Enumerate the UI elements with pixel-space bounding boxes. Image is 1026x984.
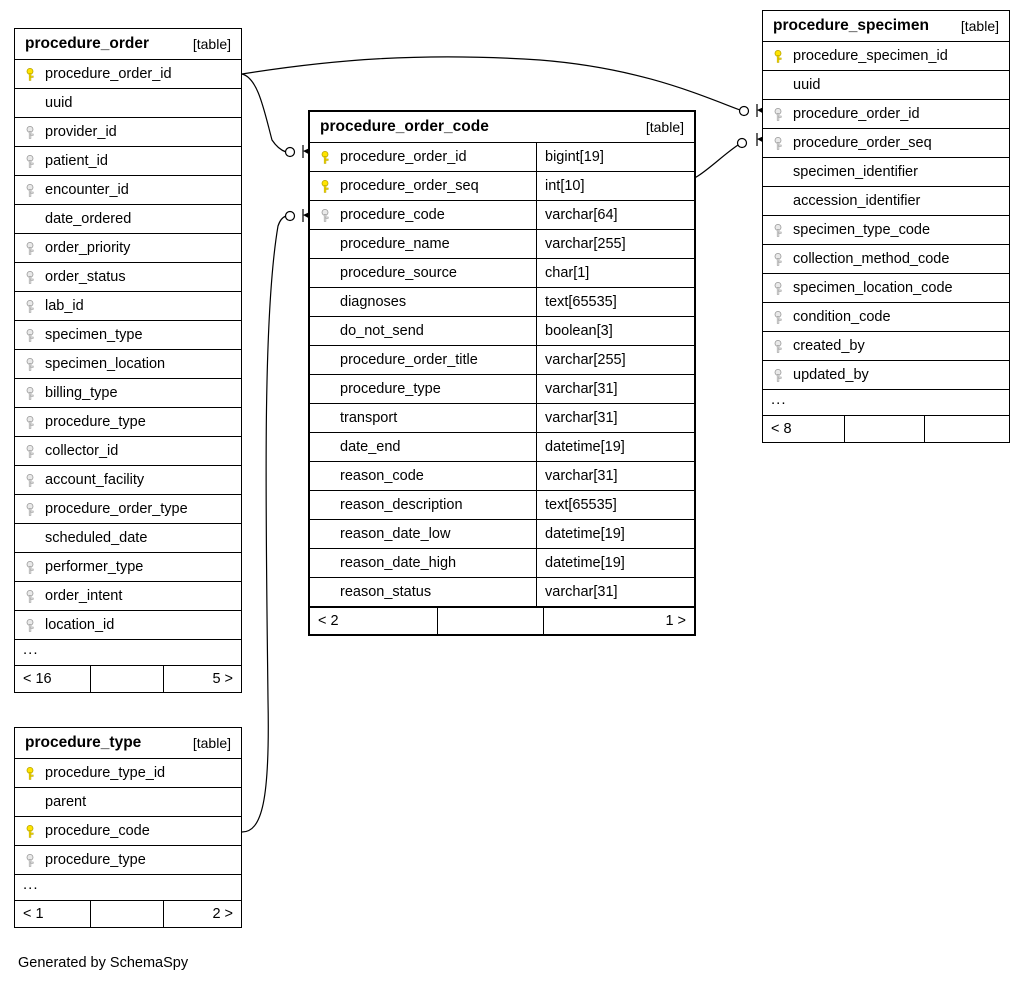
column-cell	[310, 549, 536, 577]
table-row[interactable]	[763, 361, 1009, 390]
table-row[interactable]	[763, 245, 1009, 274]
table-row[interactable]	[310, 375, 694, 404]
column-cell	[15, 524, 241, 552]
column-name: reason_status	[340, 584, 432, 600]
foreign-key-icon	[771, 311, 787, 324]
column-cell	[15, 321, 241, 349]
table-row[interactable]	[15, 466, 241, 495]
column-name: order_intent	[45, 588, 123, 604]
table-row[interactable]	[15, 553, 241, 582]
table-row[interactable]	[763, 100, 1009, 129]
foreign-key-icon	[23, 619, 39, 632]
column-cell	[763, 100, 1009, 128]
column-cell	[763, 245, 1009, 273]
footer-left-count[interactable]: < 16	[23, 670, 52, 687]
column-name: date_end	[340, 439, 401, 455]
table-row[interactable]	[15, 846, 241, 875]
table-row[interactable]	[310, 462, 694, 491]
column-name: specimen_identifier	[793, 164, 918, 180]
column-name: created_by	[793, 338, 865, 354]
column-cell	[15, 611, 241, 639]
table-header	[15, 29, 241, 60]
column-name: order_status	[45, 269, 126, 285]
column-cell	[15, 234, 241, 262]
column-cell	[310, 143, 536, 171]
column-cell	[310, 404, 536, 432]
column-name: procedure_type	[340, 381, 441, 397]
table-row[interactable]	[310, 404, 694, 433]
column-cell	[15, 553, 241, 581]
column-cell	[15, 60, 241, 88]
primary-key-icon	[318, 151, 334, 164]
table-row[interactable]	[15, 495, 241, 524]
column-cell	[310, 172, 536, 200]
column-cell	[763, 274, 1009, 302]
table-row[interactable]	[310, 230, 694, 259]
table-type-tag: [table]	[192, 735, 231, 751]
column-cell	[310, 230, 536, 258]
column-name: procedure_order_id	[45, 66, 172, 82]
column-name: updated_by	[793, 367, 869, 383]
column-cell	[15, 205, 241, 233]
table-title: procedure_order_code	[320, 118, 489, 135]
column-name: performer_type	[45, 559, 144, 575]
footer-middle	[437, 608, 545, 634]
table-row[interactable]	[310, 549, 694, 578]
foreign-key-icon	[23, 358, 39, 371]
table-row[interactable]	[15, 611, 241, 640]
column-name: reason_date_high	[340, 555, 457, 571]
foreign-key-icon	[771, 282, 787, 295]
foreign-key-icon	[771, 340, 787, 353]
foreign-key-icon	[23, 300, 39, 313]
column-name: order_priority	[45, 240, 131, 256]
column-cell	[763, 129, 1009, 157]
column-cell	[15, 495, 241, 523]
column-name: uuid	[793, 77, 821, 93]
column-name: procedure_order_type	[45, 501, 188, 517]
primary-key-icon	[318, 180, 334, 193]
column-type: varchar[31]	[536, 578, 694, 606]
column-type: boolean[3]	[536, 317, 694, 345]
column-name: provider_id	[45, 124, 117, 140]
column-cell	[15, 759, 241, 787]
foreign-key-icon	[23, 445, 39, 458]
column-cell	[310, 462, 536, 490]
foreign-key-icon	[771, 108, 787, 121]
foreign-key-icon	[23, 503, 39, 516]
table-header	[763, 11, 1009, 42]
footer-right-count[interactable]: 1 >	[665, 613, 686, 629]
column-name: specimen_type_code	[793, 222, 931, 238]
column-cell	[763, 332, 1009, 360]
table-type-tag: [table]	[960, 18, 999, 34]
column-cell	[310, 578, 536, 606]
footer-middle	[90, 666, 165, 692]
column-name: reason_date_low	[340, 526, 451, 542]
table-row[interactable]	[763, 187, 1009, 216]
column-name: reason_description	[340, 497, 463, 513]
column-name: collection_method_code	[793, 251, 950, 267]
column-name: specimen_location	[45, 356, 166, 372]
column-cell	[15, 817, 241, 845]
foreign-key-icon	[23, 387, 39, 400]
table-row[interactable]	[763, 216, 1009, 245]
table-row[interactable]	[15, 788, 241, 817]
table-row[interactable]	[15, 60, 241, 89]
column-cell	[15, 846, 241, 874]
column-name: procedure_code	[340, 207, 445, 223]
table-row[interactable]	[763, 303, 1009, 332]
table-row[interactable]	[310, 346, 694, 375]
table-row[interactable]	[310, 433, 694, 462]
table-row[interactable]	[15, 759, 241, 788]
column-cell	[310, 259, 536, 287]
column-type: datetime[19]	[536, 520, 694, 548]
foreign-key-icon	[23, 184, 39, 197]
column-cell	[310, 346, 536, 374]
column-name: procedure_name	[340, 236, 450, 252]
column-cell	[15, 788, 241, 816]
column-name: procedure_order_id	[793, 106, 920, 122]
column-name: location_id	[45, 617, 115, 633]
column-name: procedure_order_seq	[340, 178, 479, 194]
column-cell	[15, 89, 241, 117]
column-cell	[310, 288, 536, 316]
column-type: text[65535]	[536, 288, 694, 316]
column-cell	[763, 158, 1009, 186]
table-row[interactable]	[15, 350, 241, 379]
column-name: reason_code	[340, 468, 424, 484]
table-row[interactable]	[15, 205, 241, 234]
column-cell	[15, 408, 241, 436]
column-type: text[65535]	[536, 491, 694, 519]
column-name: procedure_type	[45, 852, 146, 868]
more-columns-indicator: ...	[15, 875, 241, 901]
table-row[interactable]	[15, 147, 241, 176]
column-cell	[310, 317, 536, 345]
footer-right-count[interactable]: 5 >	[212, 670, 233, 687]
column-name: procedure_order_id	[340, 149, 467, 165]
column-type: varchar[31]	[536, 375, 694, 403]
table-row[interactable]	[15, 582, 241, 611]
foreign-key-icon	[23, 126, 39, 139]
column-name: procedure_order_title	[340, 352, 478, 368]
column-cell	[15, 379, 241, 407]
table-title: procedure_type	[25, 734, 142, 751]
column-name: collector_id	[45, 443, 119, 459]
table-row[interactable]	[763, 42, 1009, 71]
table-row[interactable]	[763, 274, 1009, 303]
table-row[interactable]	[15, 408, 241, 437]
primary-key-icon	[23, 68, 39, 81]
foreign-key-icon	[23, 854, 39, 867]
more-columns-indicator: ...	[763, 390, 1009, 416]
table-procedure-specimen[interactable]	[762, 10, 1010, 443]
column-name: procedure_type_id	[45, 765, 166, 781]
table-procedure-order-code[interactable]	[308, 110, 696, 636]
column-cell	[15, 263, 241, 291]
foreign-key-icon	[318, 209, 334, 222]
column-name: procedure_source	[340, 265, 457, 281]
table-row[interactable]	[763, 129, 1009, 158]
footer-left-count[interactable]: < 1	[23, 905, 44, 922]
table-row[interactable]	[310, 578, 694, 607]
column-name: specimen_type	[45, 327, 143, 343]
more-columns-indicator: ...	[15, 640, 241, 666]
column-cell	[763, 42, 1009, 70]
table-procedure-type[interactable]	[14, 727, 242, 928]
table-row[interactable]	[310, 259, 694, 288]
foreign-key-icon	[23, 155, 39, 168]
footer-right-count[interactable]: 2 >	[212, 905, 233, 922]
column-type: varchar[255]	[536, 346, 694, 374]
column-cell	[763, 361, 1009, 389]
column-name: parent	[45, 794, 87, 810]
column-name: scheduled_date	[45, 530, 148, 546]
column-cell	[763, 71, 1009, 99]
column-cell	[310, 433, 536, 461]
table-header	[310, 112, 694, 143]
table-row[interactable]	[763, 332, 1009, 361]
table-row[interactable]	[15, 379, 241, 408]
foreign-key-icon	[771, 224, 787, 237]
column-cell	[763, 216, 1009, 244]
column-type: varchar[255]	[536, 230, 694, 258]
table-row[interactable]	[15, 234, 241, 263]
table-row[interactable]	[310, 520, 694, 549]
primary-key-icon	[23, 825, 39, 838]
column-type: varchar[64]	[536, 201, 694, 229]
table-footer	[15, 901, 241, 927]
foreign-key-icon	[23, 561, 39, 574]
table-row[interactable]	[763, 158, 1009, 187]
table-title: procedure_specimen	[773, 17, 929, 34]
column-name: accession_identifier	[793, 193, 921, 209]
foreign-key-icon	[23, 474, 39, 487]
table-row[interactable]	[310, 317, 694, 346]
table-row[interactable]	[15, 176, 241, 205]
column-name: procedure_type	[45, 414, 146, 430]
footer-left-count[interactable]: < 2	[318, 613, 339, 629]
table-footer	[763, 416, 1009, 442]
column-type: datetime[19]	[536, 549, 694, 577]
table-row[interactable]	[310, 143, 694, 172]
column-name: encounter_id	[45, 182, 129, 198]
foreign-key-icon	[771, 253, 787, 266]
column-name: diagnoses	[340, 294, 407, 310]
column-type: datetime[19]	[536, 433, 694, 461]
table-row[interactable]	[15, 817, 241, 846]
table-row[interactable]	[15, 524, 241, 553]
column-cell	[763, 187, 1009, 215]
primary-key-icon	[23, 767, 39, 780]
primary-key-icon	[771, 50, 787, 63]
column-cell	[15, 350, 241, 378]
column-cell	[15, 466, 241, 494]
column-name: procedure_order_seq	[793, 135, 932, 151]
column-cell	[15, 118, 241, 146]
table-header	[15, 728, 241, 759]
table-row[interactable]	[15, 118, 241, 147]
column-name: lab_id	[45, 298, 84, 314]
column-name: patient_id	[45, 153, 108, 169]
table-row[interactable]	[15, 292, 241, 321]
table-title: procedure_order	[25, 35, 150, 52]
table-footer	[15, 666, 241, 692]
column-cell	[15, 437, 241, 465]
column-cell	[310, 491, 536, 519]
foreign-key-icon	[23, 590, 39, 603]
table-row[interactable]	[15, 263, 241, 292]
table-row[interactable]	[763, 71, 1009, 100]
column-name: date_ordered	[45, 211, 132, 227]
table-row[interactable]	[310, 201, 694, 230]
table-row[interactable]	[15, 89, 241, 118]
column-cell	[15, 176, 241, 204]
table-procedure-order[interactable]	[14, 28, 242, 693]
column-cell	[310, 201, 536, 229]
column-name: transport	[340, 410, 398, 426]
column-cell	[310, 520, 536, 548]
footer-right-count[interactable]	[925, 416, 1009, 442]
generated-by-label: Generated by SchemaSpy	[18, 955, 189, 971]
table-footer	[310, 607, 694, 634]
column-name: account_facility	[45, 472, 145, 488]
column-type: varchar[31]	[536, 404, 694, 432]
column-type: varchar[31]	[536, 462, 694, 490]
column-cell	[15, 582, 241, 610]
footer-left-count[interactable]: < 8	[771, 420, 792, 437]
column-type: int[10]	[536, 172, 694, 200]
footer-middle	[844, 416, 925, 442]
column-type: char[1]	[536, 259, 694, 287]
column-name: procedure_code	[45, 823, 150, 839]
column-name: billing_type	[45, 385, 118, 401]
foreign-key-icon	[23, 416, 39, 429]
table-row[interactable]	[310, 288, 694, 317]
foreign-key-icon	[771, 137, 787, 150]
footer-middle	[90, 901, 165, 927]
foreign-key-icon	[23, 271, 39, 284]
column-name: condition_code	[793, 309, 891, 325]
column-type: bigint[19]	[536, 143, 694, 171]
column-cell	[15, 292, 241, 320]
table-row[interactable]	[310, 172, 694, 201]
table-type-tag: [table]	[192, 36, 231, 52]
table-row[interactable]	[15, 321, 241, 350]
foreign-key-icon	[23, 242, 39, 255]
column-cell	[763, 303, 1009, 331]
column-cell	[15, 147, 241, 175]
column-cell	[310, 375, 536, 403]
table-row[interactable]	[310, 491, 694, 520]
foreign-key-icon	[23, 329, 39, 342]
column-name: uuid	[45, 95, 73, 111]
foreign-key-icon	[771, 369, 787, 382]
column-name: procedure_specimen_id	[793, 48, 948, 64]
table-type-tag: [table]	[645, 119, 684, 135]
table-row[interactable]	[15, 437, 241, 466]
column-name: specimen_location_code	[793, 280, 953, 296]
column-name: do_not_send	[340, 323, 424, 339]
